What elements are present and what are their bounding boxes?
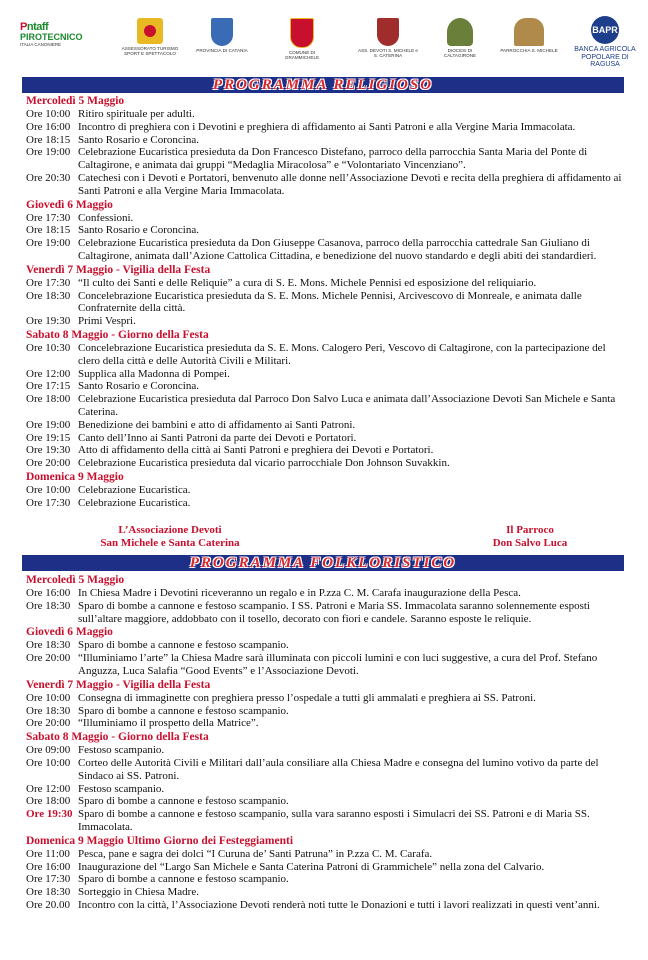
- logo-sicilia: ASSESSORATO TURISMO SPORT E SPETTACOLO: [118, 18, 182, 56]
- item-time: Ore 18:30: [26, 289, 71, 302]
- item-time: Ore 16:00: [26, 587, 71, 599]
- schedule-item: [26, 783, 630, 796]
- item-time: Ore 11:00: [26, 847, 70, 860]
- item-time: Ore 18:00: [26, 795, 71, 808]
- item-time: Ore 17:30: [26, 496, 71, 509]
- schedule-item: [26, 444, 630, 457]
- item-time: Ore 20:00: [26, 457, 71, 470]
- schedule-item: [26, 212, 630, 225]
- item-text: In Chiesa Madre i Devotini riceveranno un regalo e in P.zza C. M. Carafa inaugurazione della Pesca.: [78, 587, 521, 599]
- item-text: Santo Rosario e Coroncina.: [78, 380, 199, 393]
- schedule-item: [26, 290, 630, 316]
- schedule-item: [26, 108, 630, 121]
- signature-associazione: L’Associazione Devoti San Michele e Santa Caterina: [100, 524, 240, 549]
- logo-bar: [0, 0, 648, 74]
- schedule-item: [26, 224, 630, 237]
- logo-associazione: ASS. DEVOTI S. MICHELE e S. CATERINA: [356, 18, 420, 58]
- item-text: Canto dell’Inno ai Santi Patroni da parte dei Devoti e Portatori.: [78, 431, 357, 444]
- schedule-item: [26, 342, 630, 368]
- schedule-item: [26, 368, 630, 381]
- schedule-item: [26, 899, 630, 912]
- item-time: Ore 18:30: [26, 639, 71, 652]
- schedule-item: [26, 639, 630, 652]
- day-heading: Venerdì 7 Maggio - Vigilia della Festa: [26, 678, 211, 691]
- item-time: Ore 12:00: [26, 367, 71, 380]
- schedule-item: [26, 172, 630, 198]
- schedule-item: [26, 419, 630, 432]
- schedule-item: [26, 652, 630, 678]
- item-time: Ore 17:30: [26, 873, 71, 886]
- schedule-item: [26, 484, 630, 497]
- schedule-item: [26, 315, 630, 328]
- item-time: Ore 19:30: [26, 315, 71, 328]
- brand-logo: Pntaff PIROTECNICO ITALIA CANONIERE: [20, 21, 83, 47]
- item-time: Ore 19:15: [26, 431, 71, 444]
- schedule-item: [26, 277, 630, 290]
- schedule-item: [26, 795, 630, 808]
- item-time: Ore 10:00: [26, 691, 71, 704]
- item-text: Celebrazione Eucaristica.: [78, 483, 191, 496]
- item-text: Celebrazione Eucaristica presieduta da Don Giuseppe Casanova, parroco della parrocchia cattedrale San Giuliano di Caltagirone, animata dall’Azione Cattolica Cittadina, e benedizione del nuovo standardo e degli abiti dei standardieri.: [78, 237, 597, 262]
- signature-parroco: Il Parroco Don Salvo Luca: [492, 524, 568, 549]
- schedule-item: [26, 757, 630, 783]
- schedule-item: [26, 692, 630, 705]
- item-text: Sparo di bombe a cannone e festoso scampanio.: [78, 873, 289, 886]
- item-time: Ore 20:00: [26, 717, 71, 730]
- logo-grammichele: COMUNE DI GRAMMICHELE: [276, 18, 328, 60]
- schedule-item: [26, 457, 630, 470]
- item-text: Sparo di bombe a cannone e festoso scampanio.: [78, 704, 289, 717]
- item-text: “Il culto dei Santi e delle Reliquie” a cura di S. E. Mons. Michele Pennisi ed esposizione del reliquiario.: [78, 276, 537, 289]
- schedule-item: [26, 393, 630, 419]
- item-time: Ore 20.00: [26, 898, 70, 911]
- banner-folkloristico: PROGRAMMA FOLKLORISTICO: [22, 555, 624, 571]
- day-heading: Giovedì 6 Maggio: [26, 626, 113, 639]
- item-time: Ore 19:30: [26, 444, 71, 457]
- schedule-item: [26, 380, 630, 393]
- item-time: Ore 17:30: [26, 211, 71, 224]
- schedule-item: [26, 497, 630, 510]
- logo-catania: PROVINCIA DI CATANIA: [196, 18, 248, 53]
- item-text: Pesca, pane e sagra dei dolci “I Curuna de’ Santi Patruna” in P.zza C. M. Carafa.: [78, 847, 433, 860]
- logo-parrocchia: PARROCCHIA S. MICHELE: [500, 18, 558, 53]
- item-text: Celebrazione Eucaristica presieduta da Don Francesco Distefano, parroco della parrocchia Santa Maria del Ponte di Caltagirone, e animata dai gruppi “Medaglia Miracolosa” e “Volontariato Vincenziano”.: [78, 146, 588, 172]
- item-text: Benedizione dei bambini e atto di affidamento ai Santi Patroni.: [78, 418, 356, 431]
- item-text: Primi Vespri.: [78, 315, 136, 328]
- item-time: Ore 16:00: [26, 860, 71, 873]
- day-heading: Mercoledì 5 Maggio: [26, 574, 125, 586]
- item-text: Inaugurazione del “Largo San Michele e Santa Caterina Patroni di Grammichele” nella zona del Calvario.: [78, 860, 545, 873]
- item-text: Festoso scampanio.: [78, 782, 165, 795]
- schedule-item: [26, 600, 630, 626]
- logo-diocesi: DIOCESI DI CALTAGIRONE: [432, 18, 488, 58]
- item-time: Ore 12:00: [26, 782, 71, 795]
- item-text: Corteo delle Autorità Civili e Militari dall’aula consiliare alla Chiesa Madre e consegna del lumino votivo da parte del Sindaco ai SS. Patroni.: [78, 756, 599, 782]
- item-text: Sparo di bombe a cannone e festoso scampanio. I SS. Patroni e Maria SS. Immacolata saranno solennemente esposti sull’altare maggiore, addobbato con il tosello, decorato con fiori e candele. Saranno esposte le reliquie.: [78, 599, 590, 625]
- item-text: Consegna di immaginette con preghiera presso l’ospedale a tutti gli ammalati e preghiera ai SS. Patroni.: [78, 691, 536, 704]
- day-heading: Sabato 8 Maggio - Giorno della Festa: [26, 328, 209, 341]
- schedule-item: [26, 237, 630, 263]
- schedule-item: [26, 146, 630, 172]
- item-text: Celebrazione Eucaristica presieduta dal vicario parrocchiale Don Johnson Suvakkin.: [78, 457, 450, 470]
- item-time: Ore 19:00: [26, 146, 71, 159]
- item-text: Ritiro spirituale per adulti.: [78, 108, 195, 120]
- schedule-item: [26, 886, 630, 899]
- item-text: “Illuminiamo l’arte” la Chiesa Madre sarà illuminata con piccoli lumini e con luci suggestive, a cura del Prof. Stefano Anguzza, Luca Salafia “Good Events” e l’Associazione Devoti.: [78, 652, 598, 677]
- banner-religioso: PROGRAMMA RELIGIOSO: [22, 77, 624, 93]
- day-heading: Mercoledì 5 Maggio: [26, 95, 125, 107]
- item-time: Ore 10:00: [26, 483, 71, 496]
- item-text: Sparo di bombe a cannone e festoso scampanio.: [78, 639, 289, 652]
- item-time: Ore 10:00: [26, 756, 71, 769]
- item-text: Incontro con la città, l’Associazione Devoti renderà noti tutte le Donazioni e tutti i lavori realizzati in questi vent’anni.: [78, 898, 600, 911]
- schedule-item: [26, 432, 630, 445]
- item-time: Ore 18:15: [26, 133, 71, 146]
- item-text: Sparo di bombe a cannone e festoso scampanio.: [78, 795, 289, 808]
- item-text: Concelebrazione Eucaristica presieduta da S. E. Mons. Calogero Peri, Vescovo di Caltagirone, con la partecipazione del clero della città e delle Autorità Civili e Militari.: [78, 341, 606, 367]
- item-time: Ore 18:30: [26, 704, 71, 717]
- item-time: Ore 10:30: [26, 341, 71, 354]
- item-time: Ore 19:00: [26, 237, 71, 250]
- item-time: Ore 20:30: [26, 171, 71, 184]
- item-time: Ore 17:30: [26, 276, 71, 289]
- item-time: Ore 19:30: [26, 808, 73, 821]
- item-text: Sparo di bombe a cannone e festoso scampanio, sulla vara saranno esposti i Simulacri dei SS. Patroni e di Maria SS. Immacolata.: [78, 808, 590, 833]
- item-time: Ore 10:00: [26, 108, 71, 120]
- item-text: Atto di affidamento della città ai Santi Patroni e preghiera dei Devoti e Portatori.: [78, 444, 434, 457]
- item-text: Supplica alla Madonna di Pompei.: [78, 367, 230, 380]
- item-text: Santo Rosario e Coroncina.: [78, 133, 199, 146]
- item-time: Ore 16:00: [26, 120, 71, 133]
- day-heading: Domenica 9 Maggio: [26, 470, 124, 483]
- schedule-item: [26, 744, 630, 757]
- item-text: Catechesi con i Devoti e Portatori, benvenuto alle donne nell’Associazione Devoti e recita della preghiera di affidamento ai Santi Patroni e alla Vergine Maria Immacolata.: [78, 171, 622, 197]
- item-text: Celebrazione Eucaristica presieduta dal Parroco Don Salvo Luca e animata dall’Associazione Devoti San Michele e Santa Caterina.: [78, 393, 616, 418]
- item-text: “Illuminiamo il prospetto della Matrice”.: [78, 717, 259, 730]
- bank-logo: BAPR BANCA AGRICOLA POPOLARE DI RAGUSA: [568, 16, 642, 69]
- section-folkloristico: [26, 573, 630, 912]
- item-text: Confessioni.: [78, 211, 134, 224]
- item-time: Ore 09:00: [26, 744, 71, 757]
- schedule-item: [26, 705, 630, 718]
- item-text: Santo Rosario e Coroncina.: [78, 224, 199, 237]
- item-time: Ore 18:00: [26, 393, 71, 406]
- item-time: Ore 17:15: [26, 380, 71, 393]
- schedule-item: [26, 873, 630, 886]
- schedule-item: [26, 121, 630, 134]
- schedule-item: [26, 717, 630, 730]
- day-heading: Domenica 9 Maggio Ultimo Giorno dei Festeggiamenti: [26, 834, 294, 847]
- schedule-item: [26, 808, 630, 834]
- item-text: Festoso scampanio.: [78, 744, 165, 757]
- item-time: Ore 18:30: [26, 599, 71, 612]
- item-time: Ore 18:30: [26, 886, 71, 899]
- item-text: Incontro di preghiera con i Devotini e preghiera di affidamento ai Santi Patroni e alla Vergine Maria Immacolata.: [78, 120, 576, 133]
- item-time: Ore 19:00: [26, 418, 71, 431]
- schedule-item: [26, 134, 630, 147]
- day-heading: Giovedì 6 Maggio: [26, 198, 113, 211]
- item-time: Ore 18:15: [26, 224, 71, 237]
- section-religioso: [26, 94, 630, 510]
- schedule-item: [26, 861, 630, 874]
- item-text: Celebrazione Eucaristica.: [78, 496, 191, 509]
- day-heading: Sabato 8 Maggio - Giorno della Festa: [26, 731, 209, 744]
- day-heading: Venerdì 7 Maggio - Vigilia della Festa: [26, 263, 211, 276]
- item-text: Sorteggio in Chiesa Madre.: [78, 886, 199, 899]
- schedule-item: [26, 587, 630, 600]
- item-time: Ore 20:00: [26, 652, 71, 665]
- schedule-item: [26, 848, 630, 861]
- item-text: Concelebrazione Eucaristica presieduta da S. E. Mons. Michele Pennisi, Arcivescovo di Monreale, e animata dalle Confraternite della città.: [78, 289, 582, 315]
